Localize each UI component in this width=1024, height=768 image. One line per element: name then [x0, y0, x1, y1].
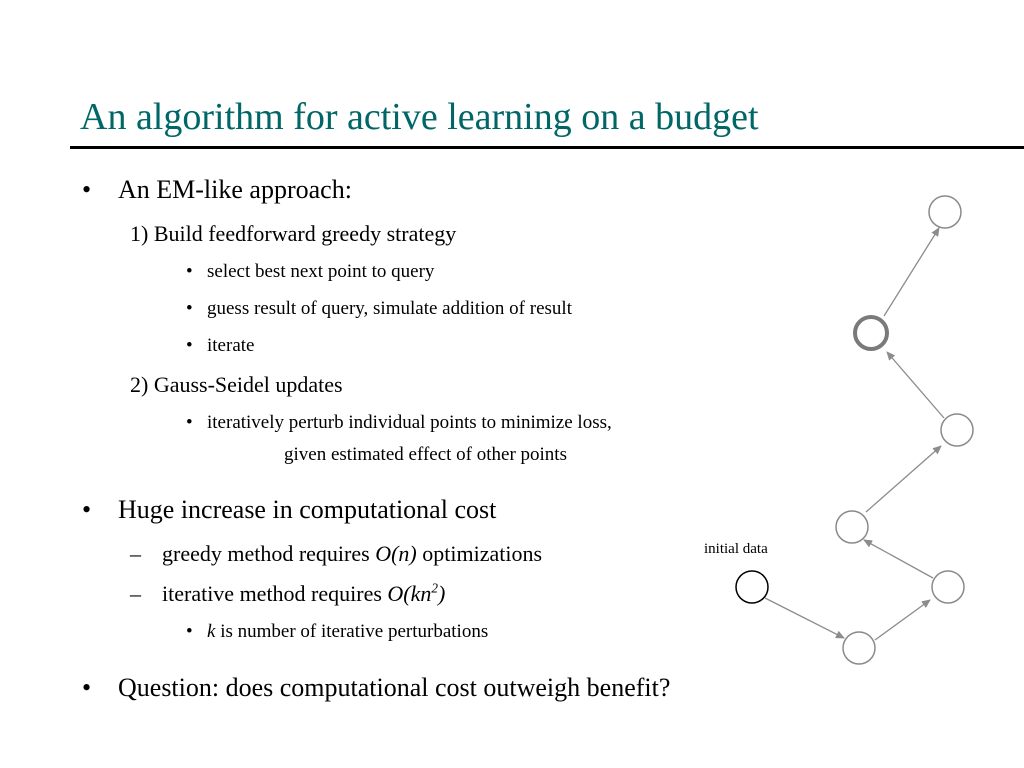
arrows	[765, 228, 944, 640]
initial-data-label: initial data	[704, 541, 768, 557]
bullet-icon: •	[186, 412, 193, 433]
arrow	[866, 446, 941, 512]
step2-item-line1: iteratively perturb individual points to minimize loss,	[207, 412, 612, 433]
greedy-prefix: greedy method requires	[162, 541, 376, 566]
arrow	[765, 598, 844, 638]
iterative-prefix: iterative method requires	[162, 581, 388, 606]
dash-icon: –	[130, 581, 141, 606]
question-heading: Question: does computational cost outweigh benefit?	[118, 673, 671, 702]
iterative-complexity-exponent: 2	[431, 580, 438, 596]
cost-heading: Huge increase in computational cost	[118, 495, 497, 524]
path-node	[836, 511, 868, 543]
arrow	[864, 540, 933, 578]
bullet-icon: •	[186, 621, 193, 642]
arrow	[887, 352, 944, 418]
path-node	[941, 414, 973, 446]
step2-item-line2: given estimated effect of other points	[284, 444, 567, 465]
bullet-icon: •	[186, 261, 193, 282]
step2-heading: 2) Gauss-Seidel updates	[130, 372, 343, 397]
iterative-complexity-base: O(kn	[387, 581, 432, 606]
bullet-icon: •	[82, 673, 92, 702]
path-node	[843, 632, 875, 664]
bullet-icon: •	[82, 495, 92, 524]
k-definition-text: is number of iterative perturbations	[215, 621, 489, 642]
slide-title-text: An algorithm for active learning on a budget	[80, 96, 759, 138]
iterative-complexity-close: )	[438, 581, 446, 606]
step1-item: select best next point to query	[207, 261, 435, 282]
step1-heading: 1) Build feedforward greedy strategy	[130, 221, 457, 246]
bullet-icon: •	[82, 175, 92, 204]
arrow	[875, 600, 930, 640]
arrow	[884, 228, 939, 316]
current-node	[855, 317, 887, 349]
greedy-suffix: optimizations	[416, 541, 543, 566]
k-variable: k	[207, 621, 216, 642]
em-approach-heading: An EM-like approach:	[118, 175, 352, 204]
dash-icon: –	[130, 541, 141, 566]
next-node	[929, 196, 961, 228]
bullet-icon: •	[186, 335, 193, 356]
path-node	[932, 571, 964, 603]
bullet-icon: •	[186, 298, 193, 319]
step1-item: iterate	[207, 335, 255, 356]
initial-data-node	[736, 571, 768, 603]
greedy-complexity: O(n)	[375, 541, 417, 566]
step1-item: guess result of query, simulate addition of result	[207, 298, 572, 319]
